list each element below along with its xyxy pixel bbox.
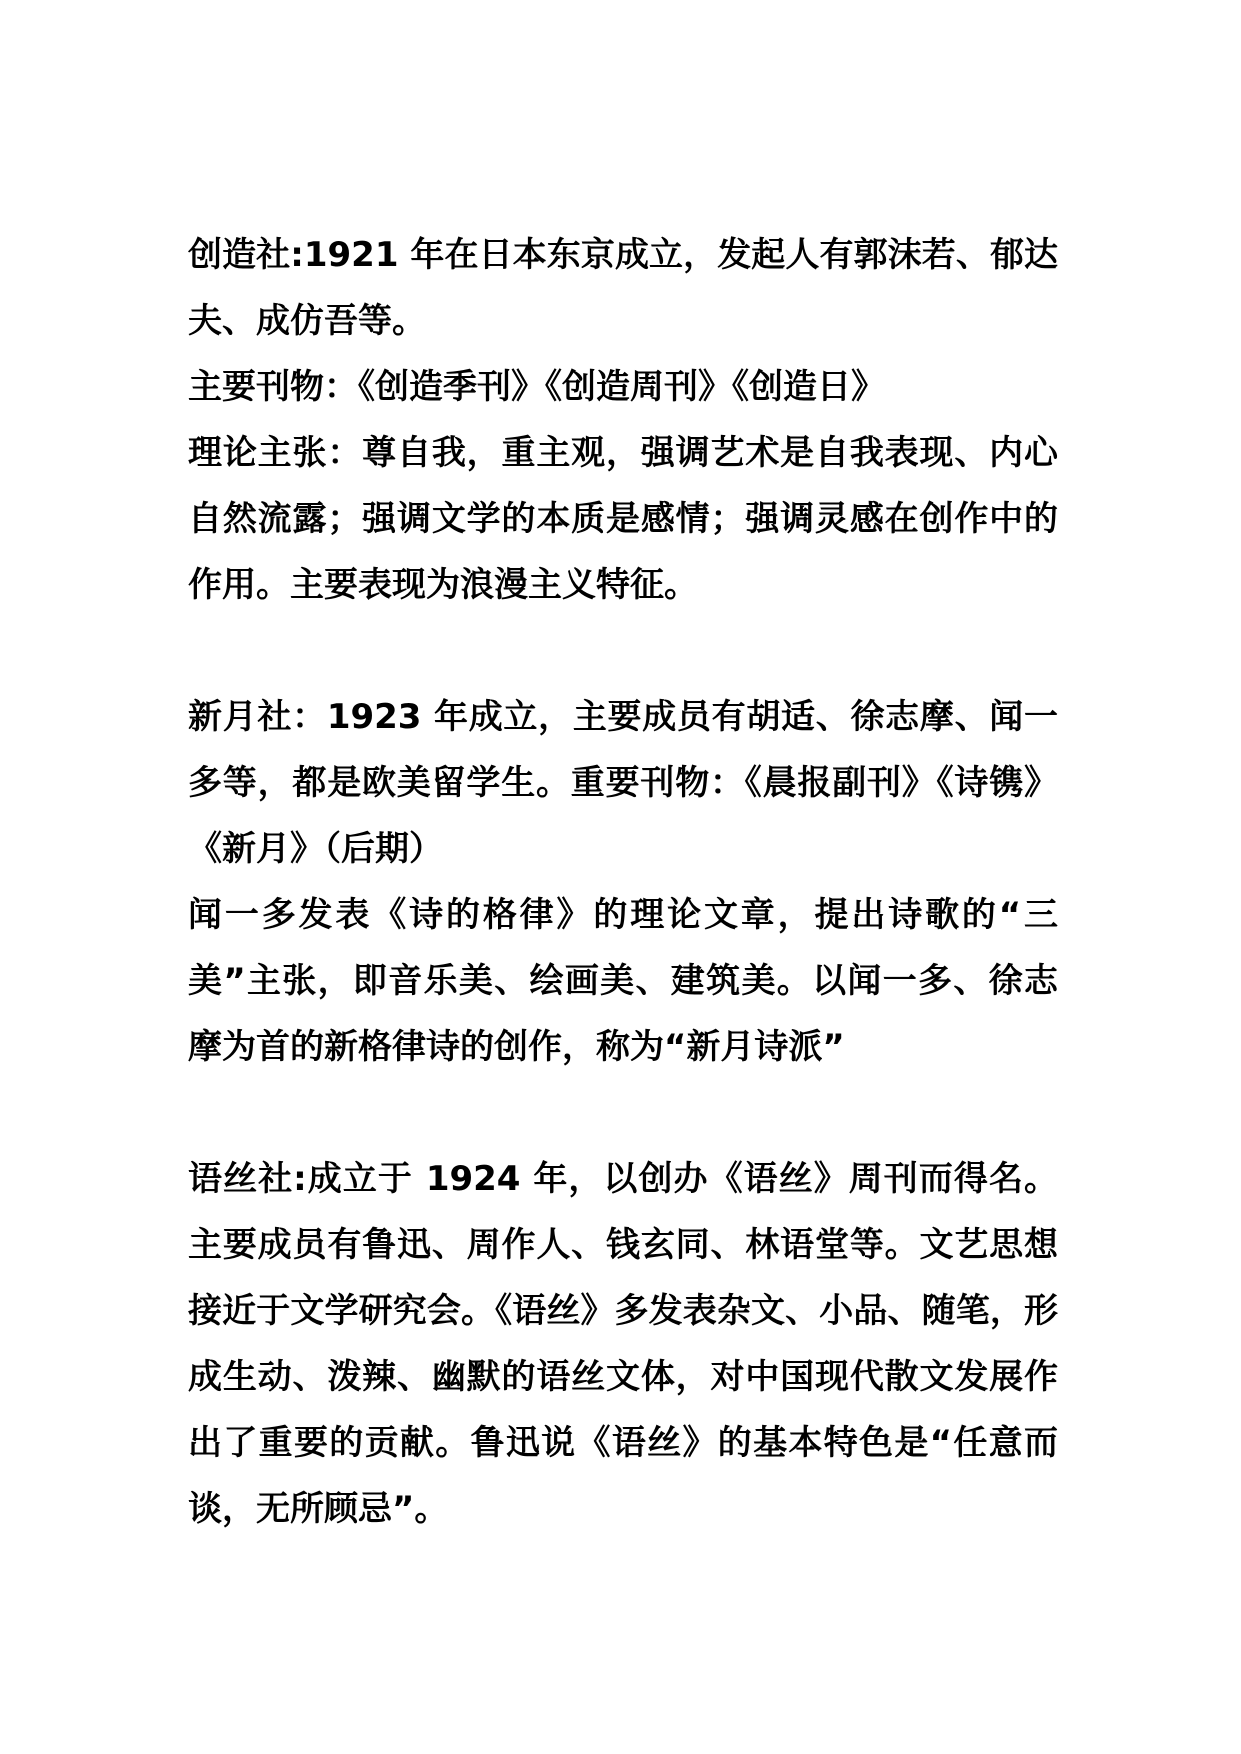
- section-chuangzaoshe: [188, 222, 1058, 618]
- section-gap: [188, 1080, 1058, 1146]
- paragraph-chuangzaoshe-theory: 理论主张：尊自我，重主观，强调艺术是自我表现、内心自然流露；强调文学的本质是感情；强调灵感在创作中的作用。主要表现为浪漫主义特征。: [188, 433, 1058, 605]
- paragraph-chuangzaoshe-intro: 创造社:1921 年在日本东京成立，发起人有郭沫若、郁达夫、成仿吾等。: [188, 235, 1058, 341]
- section-yusishe: [188, 1146, 1058, 1542]
- section-gap: [188, 618, 1058, 684]
- document-body: [188, 222, 1058, 1542]
- paragraph-chuangzaoshe-publications: 主要刊物：《创造季刊》《创造周刊》《创造日》: [188, 367, 885, 407]
- paragraph-yusishe-intro: 语丝社:成立于 1924 年，以创办《语丝》周刊而得名。主要成员有鲁迅、周作人、钱玄同、林语堂等。文艺思想接近于文学研究会。《语丝》多发表杂文、小品、随笔，形成生动、泼辣、幽默的语丝文体，对中国现代散文发展作出了重要的贡献。鲁迅说《语丝》的基本特色是“任意而谈，无所顾忌”。: [188, 1159, 1058, 1529]
- paragraph-xinyueshe-intro: 新月社：1923 年成立，主要成员有胡适、徐志摩、闻一多等，都是欧美留学生。重要刊物：《晨报副刊》《诗镌》《新月》（后期）: [188, 697, 1058, 869]
- paragraph-xinyueshe-theory: 闻一多发表《诗的格律》的理论文章，提出诗歌的“三美”主张，即音乐美、绘画美、建筑美。以闻一多、徐志摩为首的新格律诗的创作，称为“新月诗派”: [188, 895, 1058, 1067]
- section-xinyueshe: [188, 684, 1058, 1080]
